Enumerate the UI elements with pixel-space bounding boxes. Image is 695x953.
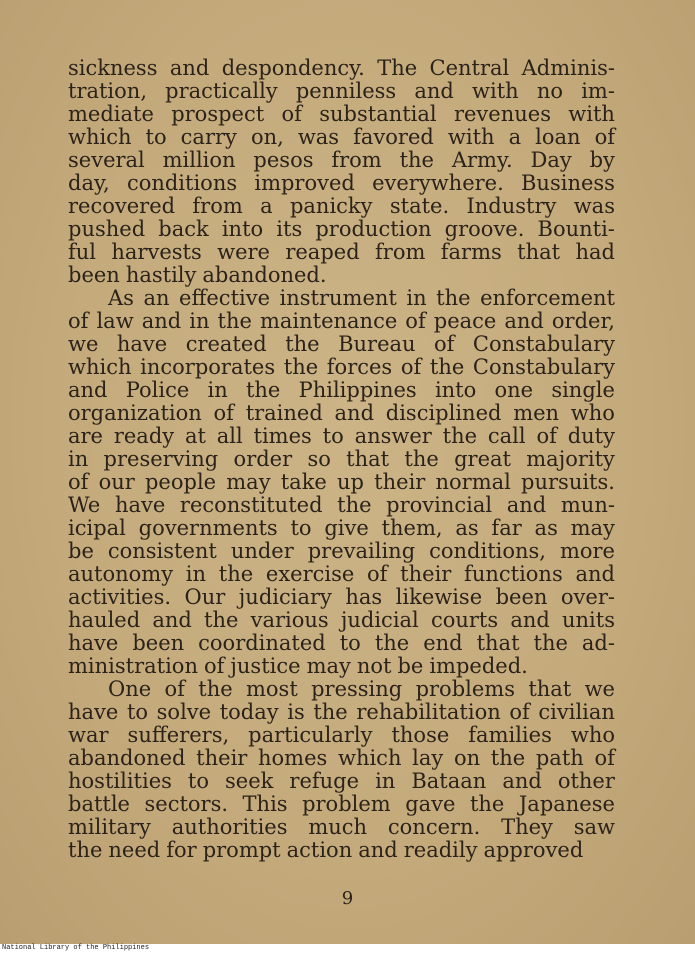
text-line: ful harvests were reaped from farms that had: [68, 240, 615, 264]
text-line: sickness and despondency. The Central Adminis-: [68, 56, 615, 80]
body-text: [68, 57, 615, 862]
text-line: One of the most pressing problems that we: [108, 677, 615, 701]
paragraph: [68, 678, 615, 862]
text-line: have to solve today is the rehabilitation of civilian: [68, 700, 615, 724]
text-line: war sufferers, particularly those families who: [68, 723, 615, 747]
text-line: organization of trained and disciplined men who: [68, 401, 615, 425]
text-line: recovered from a panicky state. Industry was: [68, 194, 615, 218]
page-number: 9: [341, 888, 354, 909]
paragraph: [68, 57, 615, 287]
text-line: be consistent under prevailing conditions, more: [68, 539, 615, 563]
text-line: are ready at all times to answer the call of duty: [68, 424, 615, 448]
paragraph: [68, 287, 615, 678]
text-line: hauled and the various judicial courts and units: [68, 608, 615, 632]
text-line: and Police in the Philippines into one single: [68, 378, 615, 402]
text-line: been hastily abandoned.: [68, 263, 327, 287]
text-line: which to carry on, was favored with a loan of: [68, 125, 615, 149]
text-line: autonomy in the exercise of their functions and: [68, 562, 615, 586]
text-line: military authorities much concern. They saw: [68, 815, 615, 839]
text-line: of our people may take up their normal pursuits.: [68, 470, 615, 494]
text-line: tration, practically penniless and with no im-: [68, 79, 615, 103]
text-line: of law and in the maintenance of peace and order,: [68, 309, 615, 333]
text-line: icipal governments to give them, as far as may: [68, 516, 615, 540]
text-line: We have reconstituted the provincial and mun-: [68, 493, 615, 517]
text-line: we have created the Bureau of Constabulary: [68, 332, 615, 356]
text-line: battle sectors. This problem gave the Japanese: [68, 792, 615, 816]
text-line: abandoned their homes which lay on the path of: [68, 746, 615, 770]
text-line: As an effective instrument in the enforcement: [108, 286, 615, 310]
text-line: mediate prospect of substantial revenues with: [68, 102, 615, 126]
text-line: activities. Our judiciary has likewise been over-: [68, 585, 615, 609]
library-credit: National Library of the Philippines: [2, 944, 150, 952]
text-line: the need for prompt action and readily approved: [68, 838, 584, 862]
text-line: have been coordinated to the end that the ad-: [68, 631, 615, 655]
text-line: in preserving order so that the great majority: [68, 447, 615, 471]
text-line: which incorporates the forces of the Constabulary: [68, 355, 615, 379]
text-line: several million pesos from the Army. Day by: [68, 148, 615, 172]
text-line: pushed back into its production groove. Bounti-: [68, 217, 615, 241]
text-line: day, conditions improved everywhere. Business: [68, 171, 615, 195]
text-line: ministration of justice may not be impeded.: [68, 654, 528, 678]
text-line: hostilities to seek refuge in Bataan and other: [68, 769, 615, 793]
